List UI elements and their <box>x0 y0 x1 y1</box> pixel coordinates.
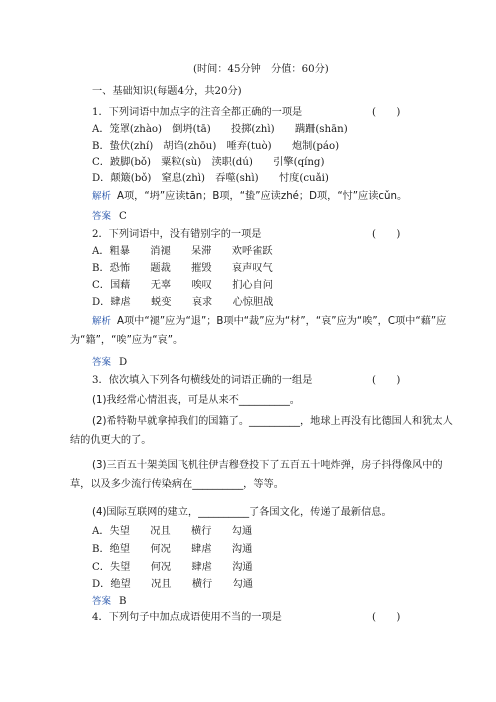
q4-stem: 4．下列句子中加点成语使用不当的一项是 <box>92 612 282 623</box>
q3-answer <box>92 595 456 608</box>
section-title: 一、基础知识(每题4分，共20分) <box>92 86 242 97</box>
analysis-text: A项中“褪”应为“退”；B项中“裁”应为“材”，“哀”应为“唉”，C项中“藉”应为“籍”，“唉”应为“哀”。 <box>70 316 447 346</box>
q2-option-b: B．恐怖 题裁 摧毁 哀声叹气 <box>92 263 273 274</box>
q1-option-a: A．笼罩(zhào) 倒坍(tā) 投掷(zhì) 蹒跚(shān) <box>92 124 348 135</box>
q1-analysis <box>92 190 456 203</box>
answer-value: C <box>119 211 127 222</box>
q1-stem: 1．下列词语中加点字的注音全都正确的一项是 <box>92 107 303 118</box>
answer-value: D <box>119 357 128 368</box>
q3-option-c: C．失望 何况 肆虐 沟通 <box>92 562 253 573</box>
analysis-label: 解析 <box>92 316 112 327</box>
q3-sentence-3: (3)三百五十架美国飞机往伊吉穆登投下了五百五十吨炸弹，房子抖得像风中的草，以及多少流行传染病在__________，等等。 <box>70 460 443 490</box>
q1-option-c: C．跛脚(bǒ) 粟粒(sù) 渎职(dú) 引擎(qíng) <box>92 157 325 168</box>
q2-analysis <box>70 312 456 350</box>
q3-sentence-4: (4)国际互联网的建立，__________了各国文化，传递了最新信息。 <box>92 507 392 518</box>
q3-option-b: B．绝望 何况 肆虐 沟通 <box>92 544 253 555</box>
q2-answer <box>92 356 456 369</box>
q2-stem: 2．下列词语中，没有错别字的一项是 <box>92 229 262 240</box>
q1-option-b: B．蛰伏(zhí) 胡诌(zhōu) 唾弃(tuò) 炮制(páo) <box>92 141 340 152</box>
answer-value: B <box>119 596 127 607</box>
q3-sentence-1: (1)我经常心情沮丧，可是从来不__________。 <box>92 395 300 406</box>
answer-label: 答案 <box>92 596 112 607</box>
answer-label: 答案 <box>92 357 112 368</box>
q4-answer-bracket: ( ) <box>372 612 401 623</box>
q3-answer-bracket: ( ) <box>372 375 401 386</box>
q3-option-a: A．失望 况且 横行 勾通 <box>92 526 253 537</box>
q2-option-c: C．国藉 无辜 唉叹 扪心自问 <box>92 280 273 291</box>
q1-answer-bracket: ( ) <box>372 107 401 118</box>
q1-answer <box>92 210 456 223</box>
q2-answer-bracket: ( ) <box>372 229 401 240</box>
time-header: (时间：45分钟 分值：60分) <box>193 64 329 75</box>
q2-option-d: D．肆虐 蜕变 哀求 心惊胆战 <box>92 297 274 308</box>
answer-label: 答案 <box>92 211 112 222</box>
q3-sentence-2: (2)希特勒早就拿掉我们的国籍了。__________，地球上再没有比德国人和犹太人结的仇更大的了。 <box>70 416 453 446</box>
analysis-label: 解析 <box>92 191 112 202</box>
q3-option-d: D．绝望 况且 横行 勾通 <box>92 579 253 590</box>
q3-stem: 3．依次填入下列各句横线处的词语正确的一组是 <box>92 375 313 386</box>
q2-option-a: A．粗暴 消褪 呆滞 欢呼雀跃 <box>92 246 273 257</box>
analysis-text: A项，“坍”应读tān；B项，“蛰”应读zhé；D项，“忖”应读cǔn。 <box>117 191 408 202</box>
q1-option-d: D．颠簸(bǒ) 窒息(zhì) 吞噬(shì) 忖度(cuǎi) <box>92 173 329 184</box>
